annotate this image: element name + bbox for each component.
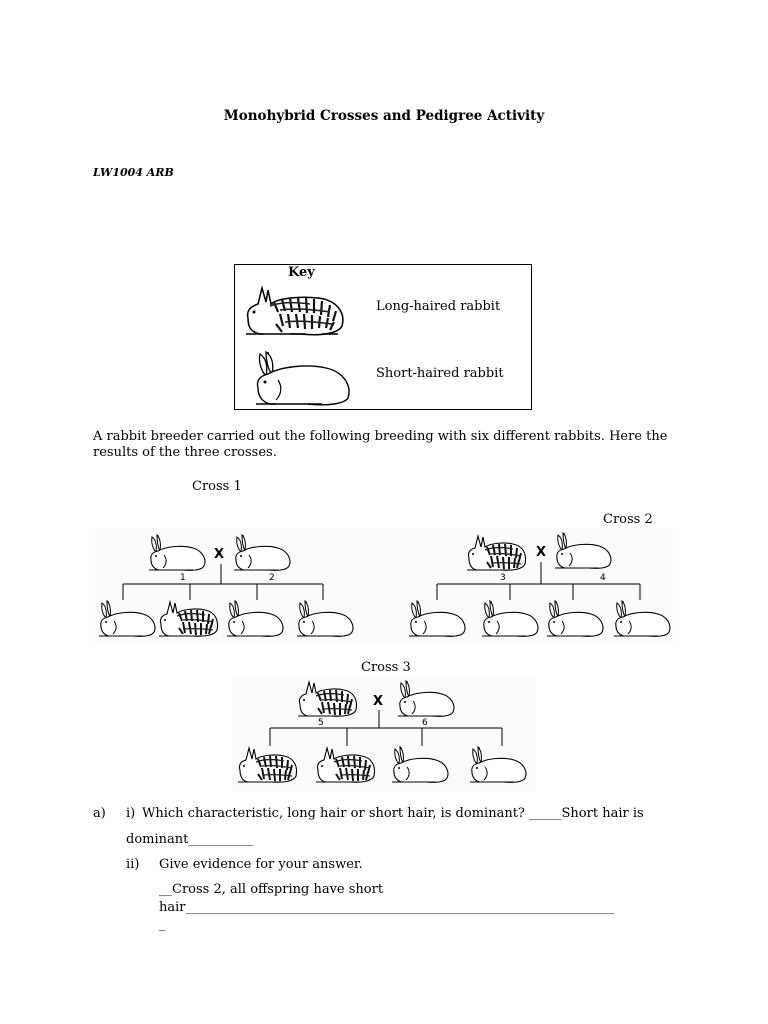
cross-3-parent-6: 6 [422, 718, 428, 728]
key-long-haired-label: Long-haired rabbit [376, 299, 501, 314]
cross-1-parent-1: 1 [180, 573, 186, 583]
key-short-haired-label: Short-haired rabbit [376, 366, 504, 381]
cross-2-x-mark: X [536, 545, 547, 560]
question-letter: a) [93, 806, 106, 821]
answer-line-1: __Cross 2, all offspring have short [159, 882, 384, 897]
question-ii-number: ii) [126, 857, 140, 872]
question-ii-text: Give evidence for your answer. [159, 857, 363, 872]
cross-2-parent-3: 3 [500, 573, 506, 583]
cross-3-label: Cross 3 [361, 660, 411, 675]
cross-1-2-diagram [95, 528, 673, 644]
answer-line-3: _ [159, 917, 166, 932]
cross-1-label: Cross 1 [192, 479, 242, 494]
document-code: LW1004 ARB [93, 166, 174, 179]
cross-2-parent-4: 4 [600, 573, 606, 583]
cross-1-parent-2: 2 [269, 573, 275, 583]
answer-line-2: hair__________________________________________________________________ [159, 900, 615, 915]
question-i-number: i) [126, 806, 136, 821]
question-i-answer: dominant__________ [126, 832, 254, 847]
long-haired-rabbit-icon [240, 284, 350, 340]
page-title: Monohybrid Crosses and Pedigree Activity [223, 108, 545, 124]
cross-3-diagram [232, 676, 536, 792]
key-title: Key [288, 265, 315, 280]
cross-2-label: Cross 2 [603, 512, 653, 527]
cross-3-x-mark: X [373, 694, 384, 709]
cross-1-x-mark: X [214, 547, 225, 562]
short-haired-rabbit-icon [248, 350, 356, 408]
cross-3-parent-5: 5 [318, 718, 324, 728]
intro-paragraph: A rabbit breeder carried out the following breeding with six different rabbits. Here the results of the three crosses. [93, 429, 668, 460]
question-i-text: Which characteristic, long hair or short hair, is dominant? _____Short hair is [142, 806, 644, 821]
